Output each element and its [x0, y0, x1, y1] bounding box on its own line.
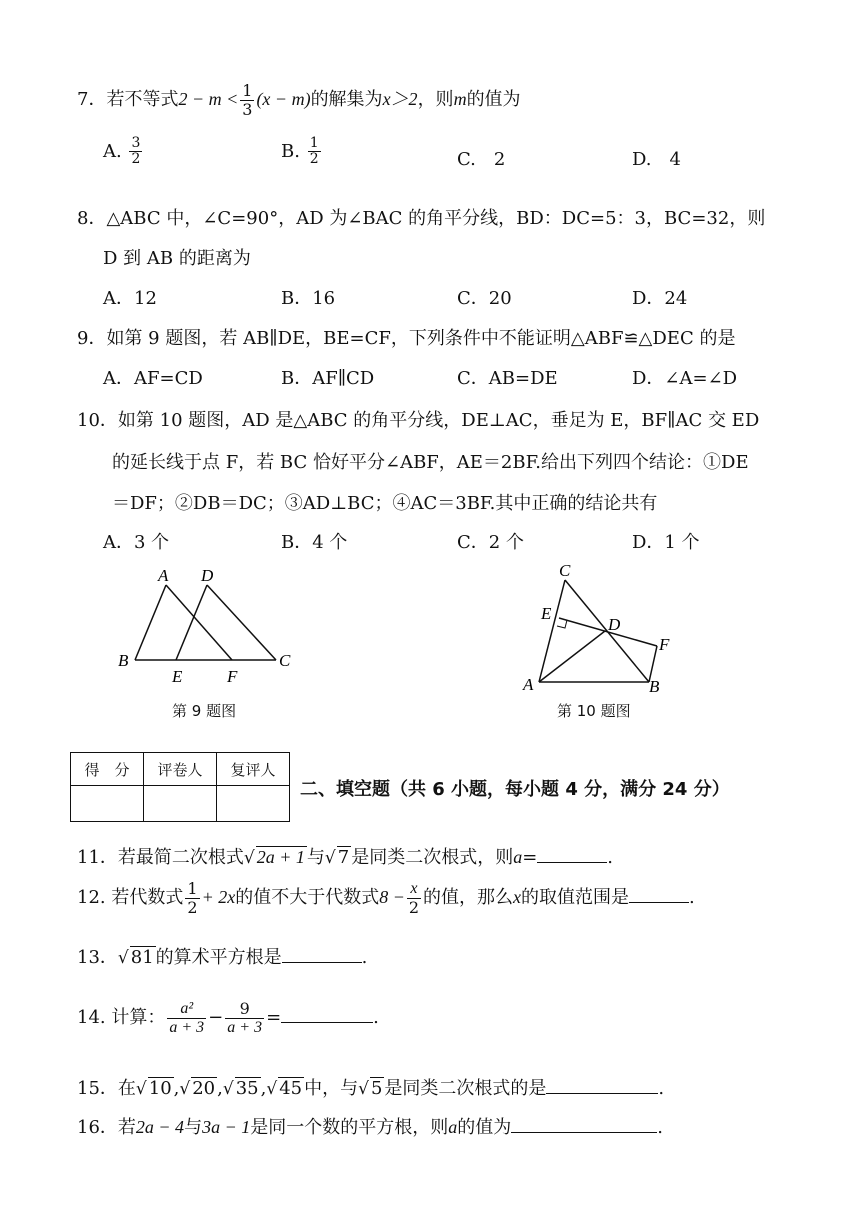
q11-radicand-1: 2a + 1 [256, 847, 305, 867]
q12-line: 12. 若代数式 $\frac{1}{2}$ + 2x的值不大于代数式8 − $\frac{x}{2}$ 的值，那么x的取值范围是 . [77, 879, 695, 917]
q15-answer-blank[interactable] [546, 1077, 658, 1094]
score-header: 得 分 [71, 753, 144, 786]
q10-line2: 的延长线于点 F，若 BC 恰好平分∠ABF，AE＝2BF.给出下列四个结论：①DE [112, 452, 749, 473]
q7-expr-b: (x − m) [256, 89, 311, 110]
fig9-label-a: A [158, 566, 169, 585]
q9-option-b: B．AF∥CD [281, 368, 375, 389]
q13-line: 13．√ 81 的算术平方根是 . [77, 947, 368, 968]
q7-post: ，则 [417, 89, 454, 111]
fig10-segment-ad [539, 631, 605, 682]
q9-line1: 9．如第 9 题图，若 AB∥DE，BE=CF，下列条件中不能证明△ABF≌△DEC 的是 [77, 328, 736, 349]
q8-line1: 8．△ABC 中，∠C=90°，AD 为∠BAC 的角平分线，BD：DC=5：3，BC=32，则 [77, 208, 766, 229]
q11-line: 11．若最简二次根式√ 2a + 1 与√ 7 是同类二次根式，则a= . [77, 847, 614, 868]
q9-option-d: D．∠A=∠D [632, 368, 738, 389]
figure-9 [110, 565, 310, 690]
grader-cell[interactable] [144, 786, 217, 822]
q11-radicand-2: 7 [337, 847, 350, 868]
reviewer-header: 复评人 [217, 753, 290, 786]
q7-line [77, 82, 521, 118]
q7-number: 7． [77, 89, 107, 111]
fig9-segment-dc [207, 585, 276, 660]
q15-line: 15．在√ 10 ,√ 20 ,√ 35 ,√ 45 中，与√ 5 是同类二次根式的是 . [77, 1078, 665, 1099]
q14-answer-blank[interactable] [281, 1006, 373, 1023]
fig9-segment-ba [135, 585, 166, 660]
fig10-label-a: A [523, 675, 534, 694]
q7-fraction: $\frac{1}{3}$ [242, 81, 253, 119]
fig9-segment-af [166, 585, 232, 660]
q7-pre: 若不等式 [106, 89, 179, 111]
fig10-right-angle-mark [557, 620, 567, 628]
q10-line3: ＝DF；②DB＝DC；③AD⊥BC；④AC＝3BF.其中正确的结论共有 [112, 493, 658, 514]
q11-answer-blank[interactable] [537, 846, 607, 863]
q16-line: 16．若2a − 4与3a − 1是同一个数的平方根，则a的值为 . [77, 1117, 663, 1138]
fig9-label-e: E [172, 667, 183, 686]
fig10-label-d: D [608, 615, 621, 634]
q10-option-a: A．3 个 [103, 532, 170, 553]
fig9-caption: 第 9 题图 [172, 702, 237, 720]
fig10-caption: 第 10 题图 [557, 702, 631, 720]
q10-line1: 10．如第 10 题图，AD 是△ABC 的角平分线，DE⊥AC，垂足为 E，BF∥AC 交 ED [77, 410, 760, 431]
q7-option-a: A. $\frac{3}{2}$ [103, 135, 141, 168]
reviewer-cell[interactable] [217, 786, 290, 822]
q7-end: 的值为 [466, 89, 521, 111]
q8-line2: D 到 AB 的距离为 [103, 248, 251, 269]
section2-title: 二、填空题（共 6 小题，每小题 4 分，满分 24 分） [300, 779, 730, 800]
grader-header: 评卷人 [144, 753, 217, 786]
q16-answer-blank[interactable] [511, 1116, 657, 1133]
q9-option-a: A．AF=CD [103, 368, 203, 389]
q7-option-d: D. 4 [632, 149, 681, 170]
fig9-label-f: F [227, 667, 238, 686]
q7-mid: 的解集为 [310, 89, 383, 111]
fig10-segment-ca [539, 580, 565, 682]
fig9-label-d: D [201, 566, 214, 585]
q10-option-b: B．4 个 [281, 532, 348, 553]
q7-cond: x＞2 [382, 89, 418, 110]
q10-option-d: D．1 个 [632, 532, 700, 553]
q9-option-c: C．AB=DE [457, 368, 558, 389]
score-cell[interactable] [71, 786, 144, 822]
q8-option-a: A．12 [103, 288, 157, 309]
fig10-label-c: C [559, 561, 571, 580]
q12-answer-blank[interactable] [629, 886, 689, 903]
fig10-label-f: F [659, 635, 670, 654]
score-table [70, 752, 290, 822]
q8-option-c: C．20 [457, 288, 512, 309]
q10-option-c: C．2 个 [457, 532, 524, 553]
q7-expr-a: 2 − m < [178, 89, 239, 110]
q13-answer-blank[interactable] [282, 946, 362, 963]
q7-option-c: C. 2 [457, 149, 506, 170]
q8-option-d: D．24 [632, 288, 688, 309]
q7-option-b: B. $\frac{1}{2}$ [281, 135, 319, 168]
q8-option-b: B．16 [281, 288, 336, 309]
figure-10 [515, 560, 695, 695]
fig9-label-b: B [118, 651, 129, 670]
fig10-label-e: E [541, 604, 552, 623]
q7-var: m [453, 89, 467, 110]
q14-line: 14. 计算： $\frac{\text{a²}}{a + 3}$ − $\frac{9}{a + 3}$ = . [77, 999, 379, 1036]
fig10-label-b: B [649, 677, 660, 695]
fig9-label-c: C [279, 651, 291, 670]
fig9-segment-ed [176, 585, 207, 660]
